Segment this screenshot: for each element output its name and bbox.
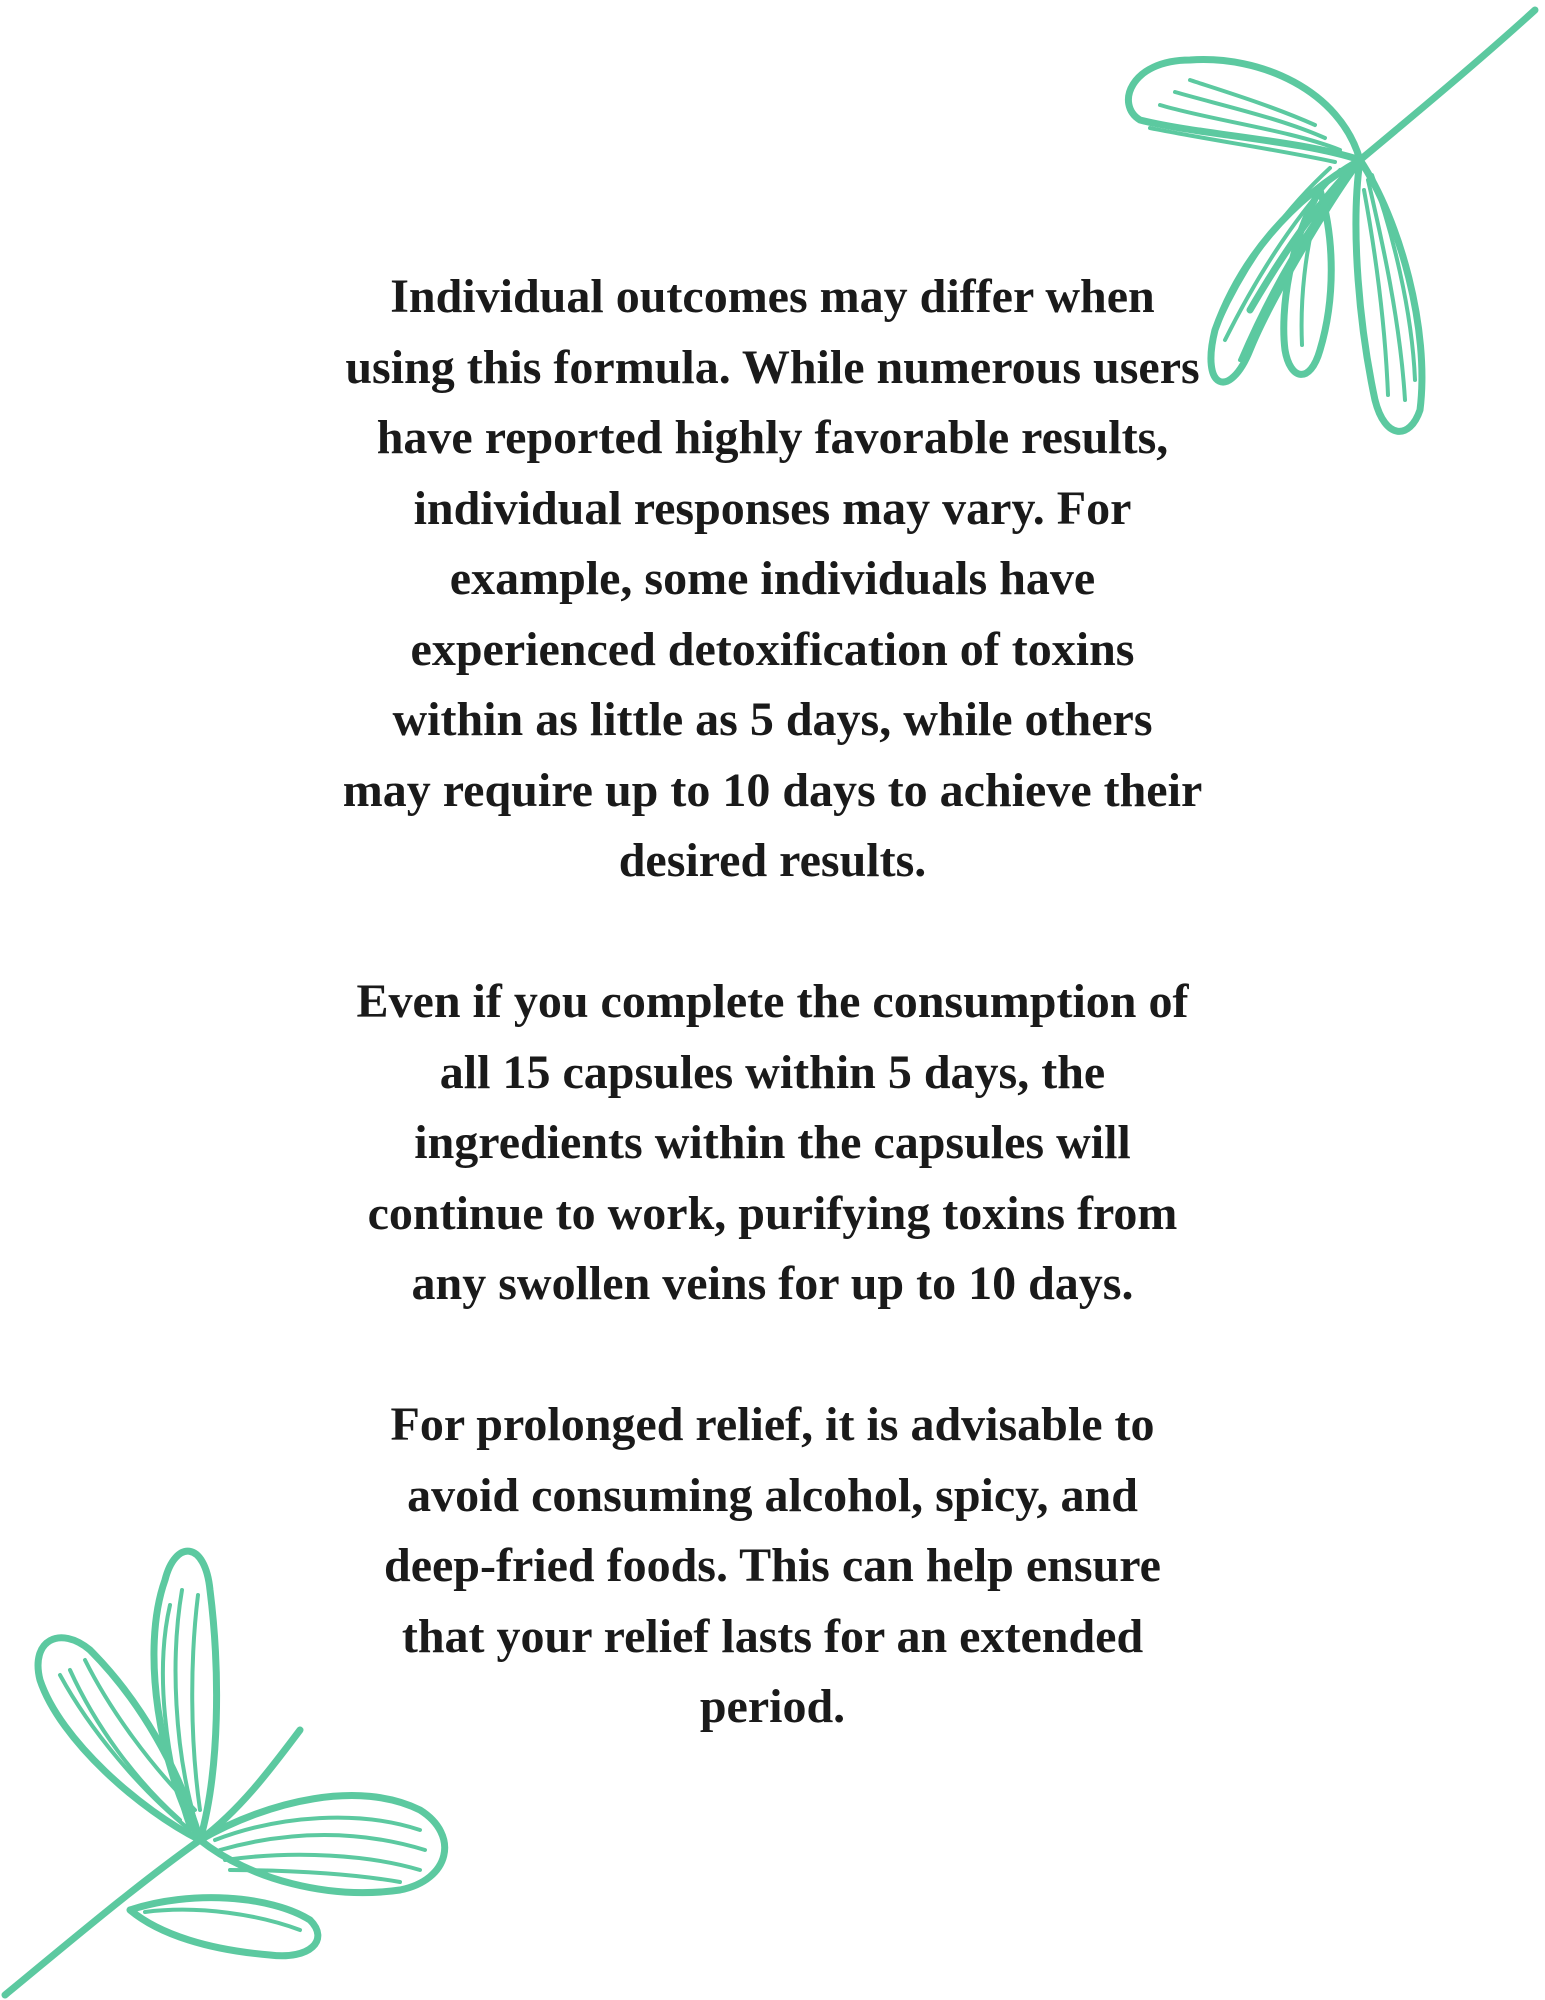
text-line: using this formula. While numerous users (345, 340, 1200, 394)
paragraph (260, 1390, 1285, 1743)
text-line: all 15 capsules within 5 days, the (439, 1045, 1106, 1099)
body-text (260, 262, 1285, 1813)
text-line: within as little as 5 days, while others (392, 693, 1153, 746)
text-line: Even if you complete the consumption of (356, 975, 1189, 1028)
text-line: example, some individuals have (449, 552, 1096, 605)
paragraph (260, 262, 1285, 897)
text-line: period. (699, 1680, 846, 1733)
text-line: may require up to 10 days to achieve their (342, 763, 1203, 817)
text-line: Individual outcomes may differ when (390, 270, 1155, 323)
text-line: individual responses may vary. For (413, 481, 1132, 535)
text-line: continue to work, purifying toxins from (367, 1186, 1178, 1240)
paragraph (260, 967, 1285, 1320)
text-line: avoid consuming alcohol, spicy, and (407, 1468, 1138, 1522)
text-line: For prolonged relief, it is advisable to (390, 1398, 1155, 1451)
text-line: desired results. (618, 834, 927, 887)
text-line: ingredients within the capsules will (414, 1116, 1131, 1169)
text-line: any swollen veins for up to 10 days. (411, 1257, 1134, 1310)
text-line: have reported highly favorable results, (376, 411, 1169, 464)
text-line: experienced detoxification of toxins (410, 622, 1135, 676)
text-line: deep-fried foods. This can help ensure (384, 1539, 1161, 1592)
text-line: that your relief lasts for an extended (401, 1609, 1144, 1663)
